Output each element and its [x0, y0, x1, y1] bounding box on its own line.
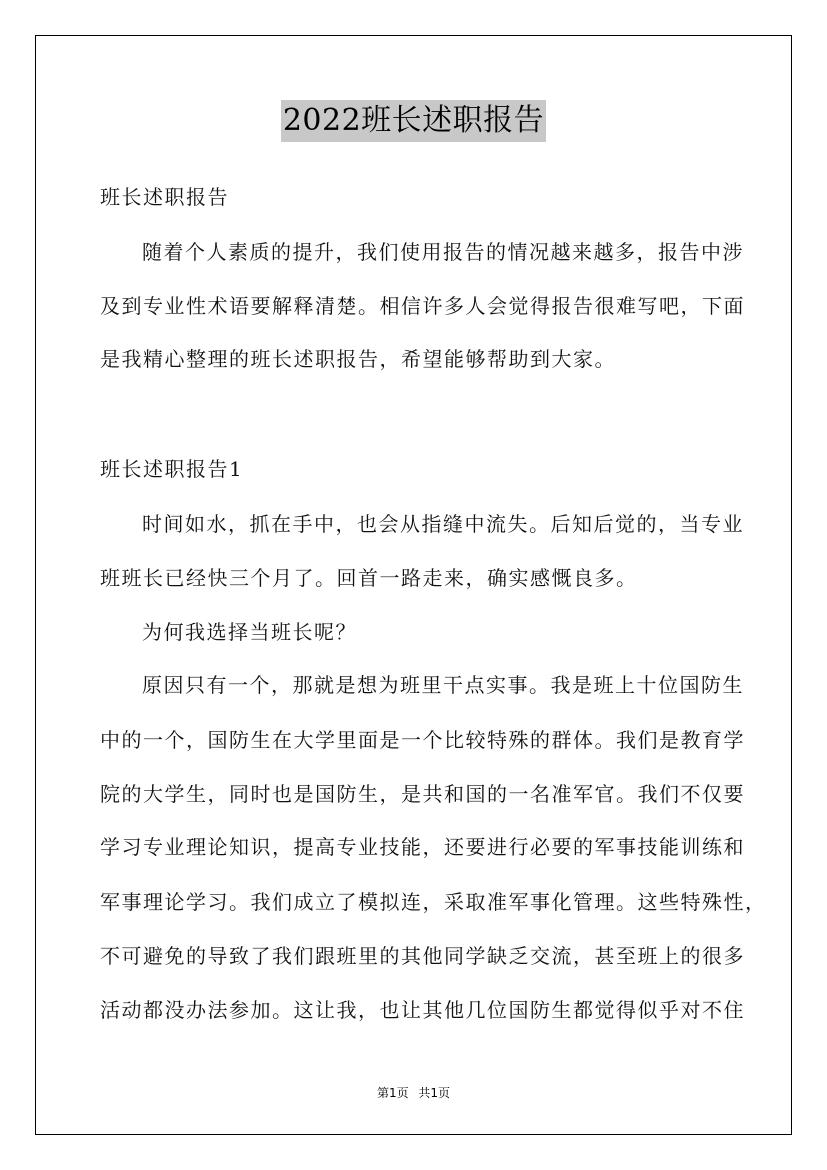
paragraph-line: 原因只有一个，那就是想为班里干点实事。我是班上十位国防生: [142, 673, 744, 697]
paragraph-line: 中的一个，国防生在大学里面是一个比较特殊的群体。我们是教育学: [100, 728, 745, 752]
section-heading: 班长述职报告1: [100, 457, 244, 481]
page-number-footer: 第1页 共1页: [376, 1086, 451, 1100]
paragraph-line: 学习专业理论知识，提高专业技能，还要进行必要的军事技能训练和: [100, 835, 745, 859]
document-title: 2022班长述职报告: [281, 100, 546, 142]
intro-line: 随着个人素质的提升，我们使用报告的情况越来越多，报告中涉: [142, 240, 744, 264]
paragraph-line: 不可避免的导致了我们跟班里的其他同学缺乏交流，甚至班上的很多: [100, 944, 745, 968]
intro-line: 及到专业性术语要解释清楚。相信许多人会觉得报告很难写吧，下面: [100, 294, 745, 318]
document-subtitle: 班长述职报告: [100, 185, 229, 209]
paragraph-line: 时间如水，抓在手中，也会从指缝中流失。后知后觉的，当专业: [142, 512, 744, 536]
intro-line: 是我精心整理的班长述职报告，希望能够帮助到大家。: [100, 347, 616, 371]
paragraph-line: 院的大学生，同时也是国防生，是共和国的一名准军官。我们不仅要: [100, 782, 745, 806]
paragraph-line: 班班长已经快三个月了。回首一路走来，确实感慨良多。: [100, 566, 638, 590]
paragraph-line: 活动都没办法参加。这让我，也让其他几位国防生都觉得似乎对不住: [100, 998, 745, 1022]
title-container: [0, 100, 827, 142]
paragraph-line: 为何我选择当班长呢？: [142, 620, 357, 644]
paragraph-line: 军事理论学习。我们成立了模拟连，采取准军事化管理。这些特殊性，: [100, 890, 767, 914]
